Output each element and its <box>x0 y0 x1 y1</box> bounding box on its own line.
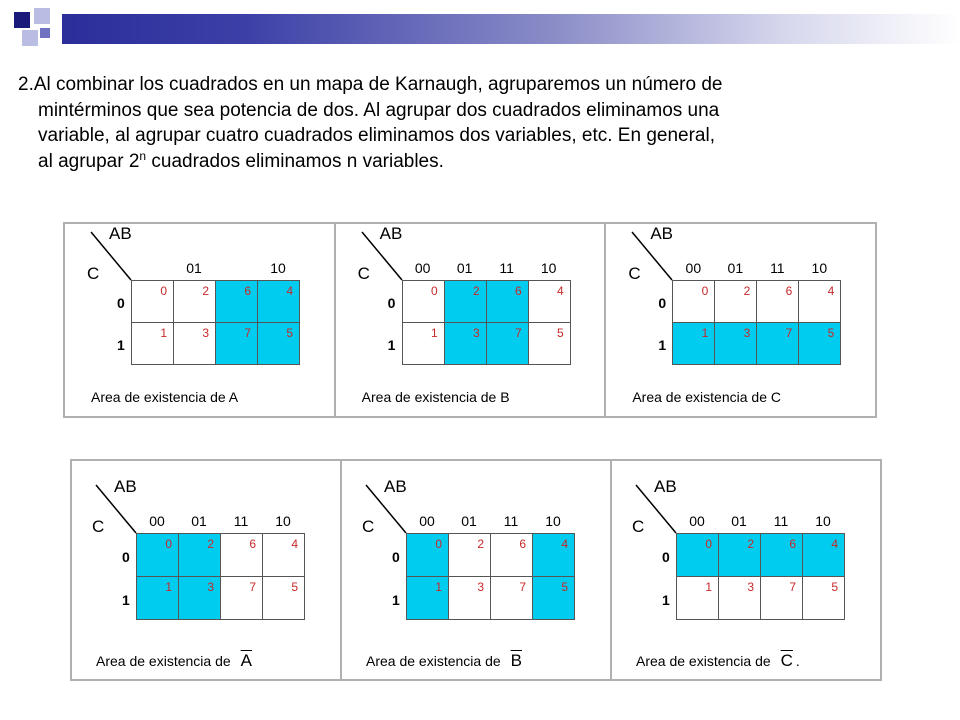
kmap-panel <box>65 224 336 416</box>
minterm-number: 2 <box>472 284 480 298</box>
paragraph-line-4-post: cuadrados eliminamos n variables. <box>146 150 444 172</box>
paragraph-line-3: variable, al agrupar cuatro cuadrados eliminamos dos variables, etc. En general, <box>38 125 715 146</box>
title-square-light <box>34 8 50 24</box>
kmap-cell <box>491 577 533 620</box>
paragraph-line-2: mintérminos que sea potencia de dos. Al agrupar dos cuadrados eliminamos una <box>38 99 720 121</box>
kmap-col-header: 01 <box>191 513 207 529</box>
kmap-row-label: 1 <box>662 591 670 608</box>
title-square-light-2 <box>22 30 38 46</box>
caption-symbol: $\overline{A}$ <box>240 651 252 670</box>
minterm-number: 1 <box>701 326 709 340</box>
minterm-number: 2 <box>747 537 754 551</box>
kmap-row-label: 0 <box>387 295 396 311</box>
kmap-col-header: 11 <box>773 513 789 529</box>
minterm-number: 0 <box>435 537 442 551</box>
minterm-number: 7 <box>789 580 796 594</box>
kmap-cell <box>449 534 491 577</box>
kmap-cell <box>673 323 715 365</box>
exponent-n: n <box>139 148 147 163</box>
kmap-cell <box>487 323 529 365</box>
kmap-grid <box>131 280 300 365</box>
kmap-row-label: 0 <box>122 548 130 565</box>
minterm-number: 3 <box>747 580 754 594</box>
minterm-number: 2 <box>202 284 209 298</box>
caption-suffix: . <box>795 653 800 669</box>
kmap-caption <box>91 389 238 405</box>
caption-text: Area de existencia de <box>366 653 501 669</box>
kmap-var-c: C <box>632 517 645 536</box>
kmap-var-ab: AB <box>384 477 407 496</box>
minterm-number: 7 <box>514 326 522 340</box>
kmap-cell <box>216 281 258 323</box>
minterm-number: 6 <box>789 537 796 551</box>
kmap-row-bottom <box>70 459 882 681</box>
kmap-cell <box>403 281 445 323</box>
kmap-cell <box>487 281 529 323</box>
minterm-number: 2 <box>743 284 751 298</box>
kmap-caption <box>96 651 252 671</box>
minterm-number: 2 <box>477 537 484 551</box>
minterm-number: 4 <box>286 284 293 298</box>
kmap-panel <box>336 224 607 416</box>
kmap-col-header: 00 <box>419 513 435 529</box>
kmap-col-header: 00 <box>685 260 702 276</box>
caption-text: Area de existencia de <box>96 653 231 669</box>
kmap-grid <box>672 280 841 365</box>
kmap-cell <box>221 534 263 577</box>
kmap-row-label: 1 <box>387 337 396 353</box>
kmap-var-ab: AB <box>109 224 132 243</box>
kmap-panel <box>72 461 342 679</box>
kmap-cell <box>403 323 445 365</box>
kmap-caption <box>632 389 781 405</box>
minterm-number: 2 <box>207 537 214 551</box>
minterm-number: 4 <box>291 537 298 551</box>
kmap-cell <box>761 577 803 620</box>
kmap-cell <box>761 534 803 577</box>
kmap-col-header: 10 <box>815 513 831 529</box>
kmap-cell <box>407 577 449 620</box>
kmap-cell <box>719 534 761 577</box>
kmap-cell <box>799 281 841 323</box>
kmap-cell <box>137 534 179 577</box>
minterm-number: 6 <box>519 537 526 551</box>
caption-text: Area de existencia de A <box>91 389 239 405</box>
kmap-caption <box>362 389 510 405</box>
kmap-cell <box>137 577 179 620</box>
kmap-cell <box>529 281 571 323</box>
kmap-panel <box>342 461 612 679</box>
kmap-cell <box>533 534 575 577</box>
kmap-col-header: 10 <box>275 513 291 529</box>
minterm-number: 5 <box>561 580 568 594</box>
kmap-row-label: 0 <box>117 295 125 311</box>
kmap-cell <box>258 281 300 323</box>
minterm-number: 5 <box>286 326 293 340</box>
kmap-cell <box>179 534 221 577</box>
kmap-caption <box>636 651 800 671</box>
kmap-col-header: 10 <box>545 513 561 529</box>
title-bar <box>62 14 960 44</box>
kmap-col-header: 00 <box>689 513 705 529</box>
minterm-number: 3 <box>477 580 484 594</box>
minterm-number: 6 <box>785 284 793 298</box>
kmap-cell <box>491 534 533 577</box>
minterm-number: 7 <box>785 326 793 340</box>
kmap-cell <box>407 534 449 577</box>
kmap-cell <box>529 323 571 365</box>
paragraph-line-4 <box>18 149 908 175</box>
kmap-col-header: 11 <box>499 260 514 276</box>
minterm-number: 7 <box>244 326 251 340</box>
kmap-cell <box>533 577 575 620</box>
kmap-cell <box>174 323 216 365</box>
kmap-var-c: C <box>357 264 370 283</box>
kmap-cell <box>445 323 487 365</box>
kmap-cell <box>263 534 305 577</box>
kmap-panel <box>606 224 875 416</box>
minterm-number: 6 <box>514 284 522 298</box>
kmap-var-ab: AB <box>379 224 403 243</box>
kmap-caption <box>366 651 522 671</box>
kmap-var-ab: AB <box>114 477 137 496</box>
kmap-cell <box>803 534 845 577</box>
kmap-row-top <box>63 222 877 418</box>
kmap-grid <box>676 533 845 620</box>
kmap-col-header: 01 <box>727 260 744 276</box>
caption-text: Area de existencia de C <box>632 389 781 405</box>
minterm-number: 7 <box>519 580 526 594</box>
kmap-col-header: 10 <box>811 260 828 276</box>
kmap-row-label: 1 <box>392 591 400 608</box>
kmap-cell <box>258 323 300 365</box>
kmap-col-header: 10 <box>270 260 286 276</box>
kmap-col-header: 00 <box>149 513 165 529</box>
title-square-dark <box>14 12 30 28</box>
paragraph-line-4-pre: al agrupar 2 <box>38 150 140 172</box>
minterm-number: 1 <box>160 326 167 340</box>
minterm-number: 5 <box>827 326 835 340</box>
kmap-var-ab: AB <box>650 224 674 243</box>
kmap-col-header: 00 <box>414 260 431 276</box>
minterm-number: 3 <box>472 326 480 340</box>
minterm-number: 3 <box>207 580 214 594</box>
kmap-row-label: 0 <box>392 548 400 565</box>
kmap-col-header: 01 <box>731 513 747 529</box>
minterm-number: 5 <box>291 580 298 594</box>
minterm-number: 1 <box>705 580 712 594</box>
kmap-var-ab: AB <box>654 477 677 496</box>
minterm-number: 3 <box>743 326 751 340</box>
minterm-number: 0 <box>430 284 438 298</box>
kmap-var-c: C <box>87 264 100 283</box>
minterm-number: 4 <box>556 284 564 298</box>
minterm-number: 6 <box>244 284 251 298</box>
kmap-cell <box>677 534 719 577</box>
kmap-cell <box>715 281 757 323</box>
kmap-cell <box>673 281 715 323</box>
kmap-col-header: 01 <box>456 260 473 276</box>
kmap-cell <box>757 281 799 323</box>
kmap-grid <box>406 533 575 620</box>
kmap-panel <box>612 461 880 679</box>
kmap-row-label: 0 <box>662 548 670 565</box>
minterm-number: 0 <box>160 284 167 298</box>
minterm-number: 4 <box>561 537 568 551</box>
kmap-cell <box>221 577 263 620</box>
minterm-number: 7 <box>249 580 256 594</box>
minterm-number: 1 <box>430 326 438 340</box>
body-paragraph <box>18 72 908 174</box>
title-square-mid <box>40 28 50 38</box>
kmap-cell <box>132 281 174 323</box>
kmap-cell <box>799 323 841 365</box>
minterm-number: 5 <box>831 580 838 594</box>
kmap-row-label: 1 <box>117 337 125 353</box>
kmap-col-header: 10 <box>540 260 557 276</box>
kmap-cell <box>715 323 757 365</box>
kmap-col-header: 11 <box>233 513 249 529</box>
kmap-cell <box>174 281 216 323</box>
kmap-col-header: 11 <box>770 260 785 276</box>
kmap-var-c: C <box>628 264 641 283</box>
kmap-col-header: 11 <box>503 513 519 529</box>
minterm-number: 4 <box>827 284 835 298</box>
kmap-grid <box>402 280 571 365</box>
kmap-cell <box>757 323 799 365</box>
kmap-col-header: 01 <box>186 260 202 276</box>
kmap-cell <box>216 323 258 365</box>
minterm-number: 1 <box>165 580 172 594</box>
kmap-cell <box>263 577 305 620</box>
caption-text: Area de existencia de B <box>361 389 510 405</box>
kmap-row-label: 1 <box>122 591 130 608</box>
minterm-number: 0 <box>165 537 172 551</box>
kmap-cell <box>803 577 845 620</box>
minterm-number: 0 <box>705 537 712 551</box>
kmap-cell <box>719 577 761 620</box>
caption-symbol: $\overline{C}$ <box>780 651 793 670</box>
minterm-number: 3 <box>202 326 209 340</box>
kmap-row-label: 1 <box>658 337 667 353</box>
caption-symbol: $\overline{B}$ <box>510 651 522 670</box>
kmap-var-c: C <box>362 517 375 536</box>
kmap-cell <box>179 577 221 620</box>
minterm-number: 4 <box>831 537 838 551</box>
caption-text: Area de existencia de <box>636 653 771 669</box>
kmap-cell <box>449 577 491 620</box>
kmap-var-c: C <box>92 517 105 536</box>
kmap-row-label: 0 <box>658 295 667 311</box>
kmap-col-header: 01 <box>461 513 477 529</box>
kmap-cell <box>132 323 174 365</box>
minterm-number: 5 <box>556 326 564 340</box>
paragraph-line-1: 2.Al combinar los cuadrados en un mapa de Karnaugh, agruparemos un número de <box>18 74 723 95</box>
kmap-cell <box>445 281 487 323</box>
minterm-number: 6 <box>249 537 256 551</box>
minterm-number: 0 <box>701 284 709 298</box>
minterm-number: 1 <box>435 580 442 594</box>
kmap-grid <box>136 533 305 620</box>
kmap-cell <box>677 577 719 620</box>
